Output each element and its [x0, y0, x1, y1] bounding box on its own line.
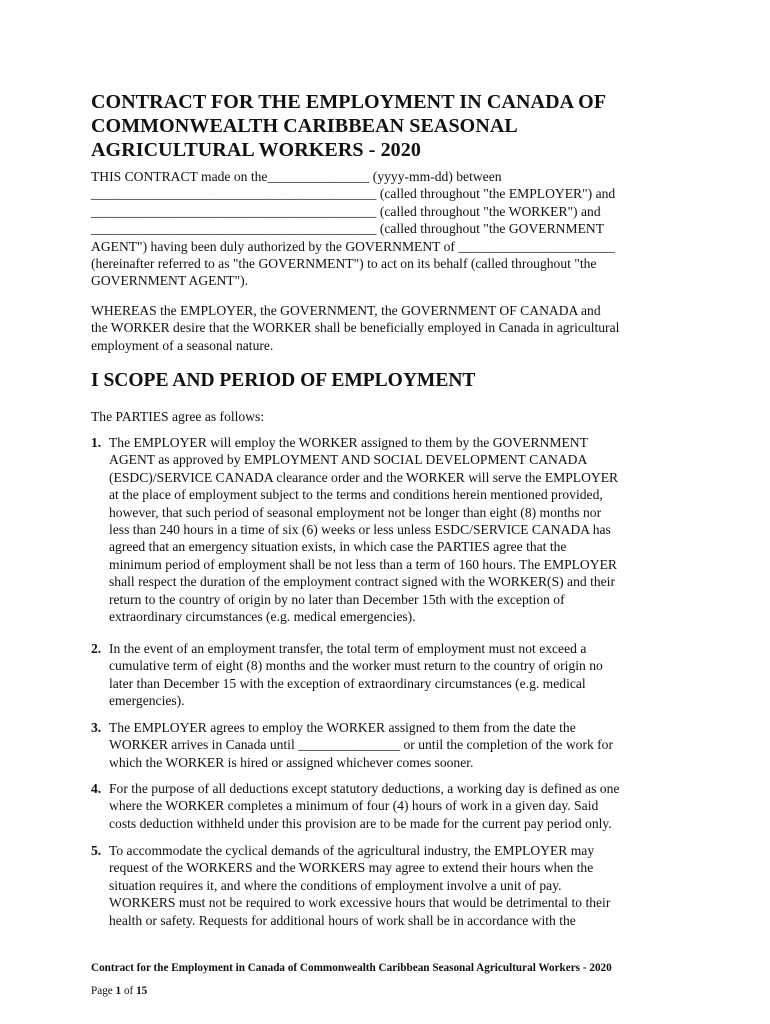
text-line: emergencies). — [109, 693, 185, 709]
page-current: 1 — [115, 985, 122, 997]
text-line: AGENT") having been duly authorized by the GOVERNMENT of _______________________ — [91, 238, 615, 254]
text-line: shall respect the duration of the employment contract signed with the WORKER(S) and their — [109, 574, 615, 590]
list-number: 3. — [91, 720, 102, 735]
text-line: WHEREAS the EMPLOYER, the GOVERNMENT, the GOVERNMENT OF CANADA and — [91, 303, 601, 318]
list-item-text — [109, 434, 618, 625]
text-line: request of the WORKERS and the WORKERS may agree to extend their hours when the — [109, 860, 594, 876]
document-title — [91, 90, 691, 162]
section-heading: I SCOPE AND PERIOD OF EMPLOYMENT — [91, 370, 476, 391]
text-line: WORKER arrives in Canada until _______________ or until the completion of the work for — [109, 737, 614, 753]
text-line: (hereinafter referred to as "the GOVERNMENT") to act on its behalf (called throughout "the — [91, 256, 597, 272]
text-line: __________________________________________ (called throughout "the WORKER") and — [91, 203, 601, 219]
whereas-paragraph — [91, 302, 681, 354]
text-line: health or safety. Requests for additional hours of work shall be in accordance with the — [109, 912, 576, 928]
title-line: AGRICULTURAL WORKERS - 2020 — [91, 139, 421, 161]
text-line: agreed that an emergency situation exists, in which case the PARTIES agree that the — [109, 539, 567, 555]
text-line: the WORKER desire that the WORKER shall be beneficially employed in Canada in agricultural — [91, 320, 620, 336]
list-item-text — [109, 640, 603, 710]
page-total: 15 — [136, 985, 148, 997]
text-line: For the purpose of all deductions except statutory deductions, a working day is defined as one — [109, 781, 620, 796]
text-line: To accommodate the cyclical demands of the agricultural industry, the EMPLOYER may — [109, 843, 595, 858]
title-line: COMMONWEALTH CARIBBEAN SEASONAL — [91, 115, 518, 137]
text-line: employment of a seasonal nature. — [91, 337, 274, 353]
intro-paragraph — [91, 168, 681, 290]
text-line: return to the country of origin by no later than December 15th with the exception of — [109, 591, 565, 607]
list-item-text — [109, 780, 619, 832]
text-line: which the WORKER is hired or assigned whichever comes sooner. — [109, 754, 474, 770]
text-line: later than December 15 with the exception of extraordinary circumstances (e.g. medical — [109, 675, 586, 691]
list-number: 5. — [91, 843, 102, 858]
text-line: less than 240 hours in a time of six (6) weeks or less unless ESDC/SERVICE CANADA has — [109, 522, 611, 538]
list-number: 4. — [91, 781, 102, 796]
text-line: The EMPLOYER will employ the WORKER assigned to them by the GOVERNMENT — [109, 435, 588, 450]
list-number: 2. — [91, 641, 102, 656]
text-line: (ESDC)/SERVICE CANADA clearance order and the WORKER will serve the EMPLOYER — [109, 469, 619, 485]
footer-title: Contract for the Employment in Canada of Commonwealth Caribbean Seasonal Agricultural Workers - 2020 — [91, 962, 612, 974]
text-line: GOVERNMENT AGENT"). — [91, 273, 249, 289]
text-line: minimum period of employment shall be not less than a term of 160 hours. The EMPLOYER — [109, 556, 617, 572]
text-line: at the place of employment subject to the terms and conditions herein mentioned provided, — [109, 487, 603, 503]
text-line: AGENT as approved by EMPLOYMENT AND SOCIAL DEVELOPMENT CANADA — [109, 452, 588, 468]
text-line: WORKERS must not be required to work excessive hours that would be detrimental to their — [109, 895, 611, 911]
list-item-text — [109, 842, 610, 929]
text-line: costs deduction withheld under this provision are to be made for the current pay period only. — [109, 815, 612, 831]
text-line: THIS CONTRACT made on the_______________ (yyyy-mm-dd) between — [91, 169, 502, 184]
text-line: extraordinary circumstances (e.g. medical emergencies). — [109, 609, 416, 625]
list-number: 1. — [91, 435, 102, 450]
section-lead — [91, 408, 681, 425]
text-line: however, that such period of seasonal employment not be longer than eight (8) months nor — [109, 504, 602, 520]
text-line: The EMPLOYER agrees to employ the WORKER assigned to them from the date the — [109, 720, 576, 735]
page-number — [91, 985, 147, 997]
text-line: cumulative term of eight (8) months and the worker must return to the country of origin no — [109, 658, 603, 674]
text-line: The PARTIES agree as follows: — [91, 409, 265, 424]
text-line: __________________________________________ (called throughout "the EMPLOYER") and — [91, 186, 616, 202]
text-line: situation requires it, and where the conditions of employment involve a unit of pay. — [109, 877, 562, 893]
page-of: of — [121, 985, 137, 997]
page-prefix: Page — [91, 985, 116, 997]
list-item-text — [109, 719, 613, 771]
text-line: where the WORKER completes a minimum of four (4) hours of work in a given day. Said — [109, 798, 599, 814]
text-line: __________________________________________ (called throughout "the GOVERNMENT — [91, 221, 605, 237]
text-line: In the event of an employment transfer, the total term of employment must not exceed a — [109, 641, 587, 656]
title-line: CONTRACT FOR THE EMPLOYMENT IN CANADA OF — [91, 91, 607, 113]
